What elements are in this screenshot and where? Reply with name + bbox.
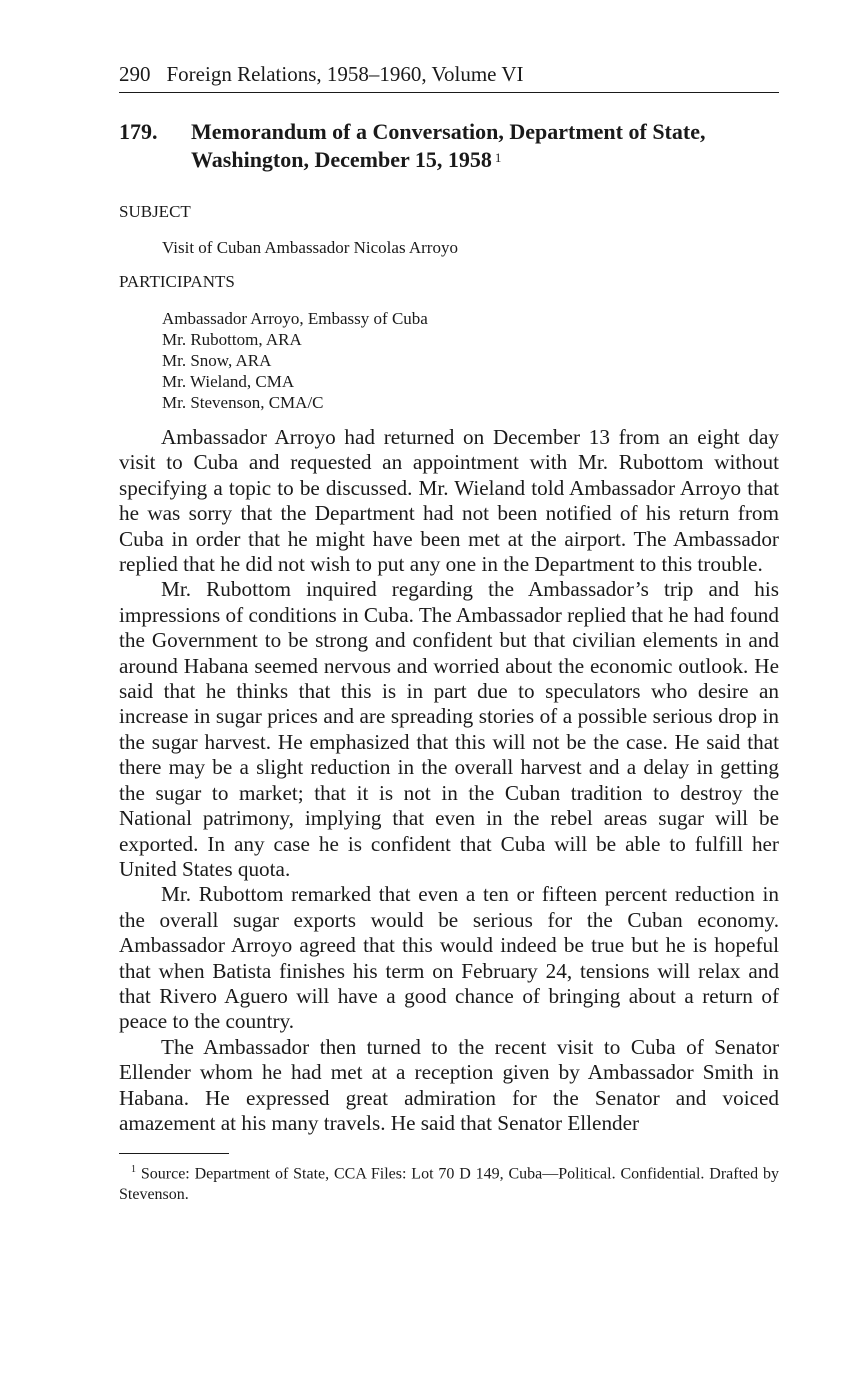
participant: Ambassador Arroyo, Embassy of Cuba [162,309,428,328]
document-number: 179. [119,119,158,144]
participants-list [162,308,779,413]
document-title-line-2 [191,146,705,174]
document-title-line-1: Memorandum of a Conversation, Department of State, [191,119,706,144]
paragraph: Mr. Rubottom remarked that even a ten or fifteen percent reduction in the overall sugar exports would be serious for the Cuban economy. Ambassador Arroyo agreed that this would indeed be true but he is hopeful that when Batista finishes his term on February 24, tensions will relax and that Rivero Aguero will have a good chance of bringing about a return of peace to the country. [119,882,779,1034]
body-text [119,425,779,1136]
paragraph: Mr. Rubottom inquired regarding the Ambassador’s trip and his impressions of conditions in Cuba. The Ambassador replied that he had found the Government to be strong and confident but that civilian elements in and around Habana seemed nervous and worried about the economic outlook. He said that he thinks that this is in part due to speculators who desire an increase in sugar prices and are spreading stories of a possible serious drop in the sugar harvest. He emphasized that this will not be the case. He said that there may be a slight reduction in the overall harvest and a delay in getting the sugar to market; that it is not in the Cuban tradition to destroy the National patrimony, implying that even in the rebel areas sugar will be exported. In any case he is confident that Cuba will be able to fulfill her United States quota. [119,577,779,881]
document-heading [119,118,779,174]
paragraph: The Ambassador then turned to the recent visit to Cuba of Senator Ellender whom he had met at a reception given by Ambassador Smith in Habana. He expressed great admiration for the Senator and voiced amazement at his many travels. He said that Senator Ellender [119,1034,779,1135]
paragraph: Ambassador Arroyo had returned on December 13 from an eight day visit to Cuba and requested an appointment with Mr. Rubottom without specifying a topic to be discussed. Mr. Wieland told Ambassador Arroyo that he was sorry that the Department had not been notified of his return from Cuba in order that he might have been met at the airport. The Ambassador replied that he did not wish to put any one in the Department to this trouble. [119,425,779,577]
participant: Mr. Snow, ARA [162,351,272,370]
running-head [119,60,779,93]
subject-text: Visit of Cuban Ambassador Nicolas Arroyo [162,238,458,257]
participants-label: PARTICIPANTS [119,272,235,291]
participant: Mr. Stevenson, CMA/C [162,393,324,412]
series-title: Foreign Relations, 1958–1960, Volume VI [166,62,524,86]
document-title [191,118,705,174]
participant: Mr. Rubottom, ARA [162,330,302,349]
footnote-reference: 1 [494,150,502,165]
footnote-marker: 1 [131,1164,136,1176]
participant: Mr. Wieland, CMA [162,372,295,391]
footnote-rule [119,1153,229,1154]
subject-label: SUBJECT [119,202,191,221]
footnote-text: Source: Department of State, CCA Files: Lot 70 D 149, Cuba—Political. Confidential. Drafted by Stevenson. [119,1165,780,1203]
footnote [119,1160,779,1204]
page-number: 290 [119,62,151,86]
document-title-date: Washington, December 15, 1958 [191,147,492,172]
page [119,60,779,1205]
